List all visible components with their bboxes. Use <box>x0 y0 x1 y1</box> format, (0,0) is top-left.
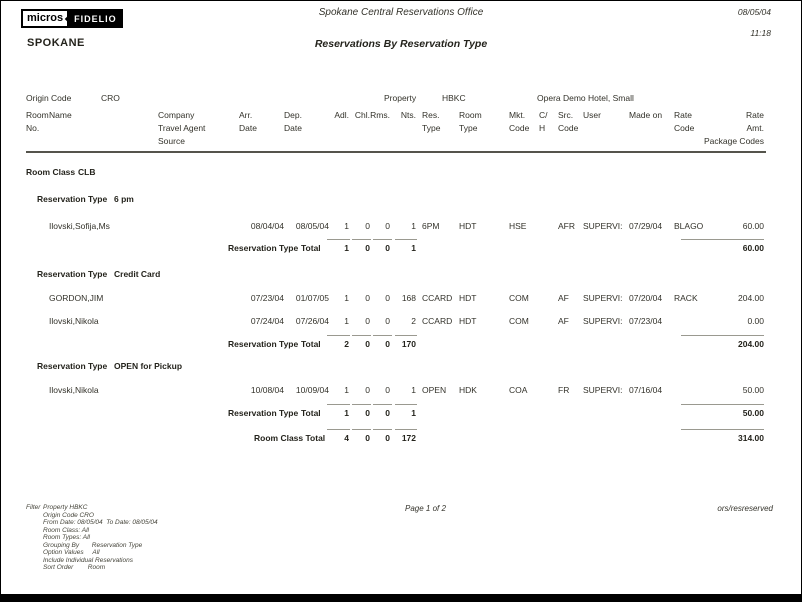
col-room: Room <box>26 110 49 120</box>
col-user: User <box>583 110 601 120</box>
rate-amt: 204.00 <box>738 293 764 303</box>
col-made-on: Made on <box>629 110 663 120</box>
rms: 0 <box>385 293 390 303</box>
chl: 0 <box>365 316 370 326</box>
arr-date: 07/24/04 <box>250 316 284 326</box>
guest-name: Ilovski,Nikola <box>49 385 99 395</box>
dep-date: 08/05/04 <box>295 221 329 231</box>
report-id: ors/resreserved <box>717 504 773 513</box>
rate-code: RACK <box>674 293 698 303</box>
res-type: 6PM <box>422 221 440 231</box>
total-label: Reservation Type <box>228 339 299 349</box>
made-on: 07/29/04 <box>629 221 663 231</box>
dep-date: 07/26/04 <box>295 316 329 326</box>
total-rms: 0 <box>385 433 390 443</box>
section-label: Reservation Type <box>37 269 108 279</box>
total-label: Reservation Type <box>228 408 299 418</box>
room-class-value: CLB <box>78 167 96 177</box>
made-on: 07/23/04 <box>629 316 663 326</box>
total-adl: 1 <box>344 408 349 418</box>
made-on: 07/20/04 <box>629 293 663 303</box>
total-amt: 60.00 <box>742 243 764 253</box>
total-adl: 2 <box>344 339 349 349</box>
section-value: OPEN for Pickup <box>114 361 183 371</box>
guest-name: Ilovski,Nikola <box>49 316 99 326</box>
adl: 1 <box>344 385 349 395</box>
header-rule <box>26 151 766 153</box>
chl: 0 <box>365 221 370 231</box>
adl: 1 <box>344 293 349 303</box>
mkt-code: COA <box>509 385 528 395</box>
col-name: Name <box>49 110 72 120</box>
src-code: AF <box>558 316 569 326</box>
col-room-type: Room <box>459 110 482 120</box>
room-type: HDT <box>459 293 477 303</box>
nts: 2 <box>411 316 416 326</box>
property-label: Property <box>384 93 417 103</box>
src-code: FR <box>558 385 570 395</box>
room-class-label: Room Class <box>26 167 76 177</box>
col-rate-amt-2: Amt. <box>746 123 764 133</box>
col-src: Src. <box>558 110 574 120</box>
src-code: AF <box>558 293 569 303</box>
user: SUPERVI: <box>583 385 623 395</box>
chl: 0 <box>365 385 370 395</box>
user: SUPERVI: <box>583 316 623 326</box>
filter-line: Grouping By Reservation Type <box>43 542 143 549</box>
nts: 1 <box>411 221 416 231</box>
rms: 0 <box>385 316 390 326</box>
total-amt: 314.00 <box>738 433 764 443</box>
property-name: Opera Demo Hotel, Small <box>537 93 634 103</box>
col-arr: Arr. <box>239 110 253 120</box>
total-nts: 1 <box>411 243 416 253</box>
total-nts: 172 <box>401 433 416 443</box>
col-res-type-2: Type <box>422 123 441 133</box>
res-type: OPEN <box>422 385 447 395</box>
res-type: CCARD <box>422 316 453 326</box>
filter-label: Filter <box>26 504 41 511</box>
total-word: Total <box>301 408 321 418</box>
total-amt: 204.00 <box>738 339 764 349</box>
cro-name: SPOKANE <box>27 37 85 49</box>
section-label: Reservation Type <box>37 194 108 204</box>
dep-date: 01/07/05 <box>295 293 329 303</box>
origin-code-value: CRO <box>101 93 120 103</box>
arr-date: 08/04/04 <box>250 221 284 231</box>
col-room-type-2: Type <box>459 123 478 133</box>
total-nts: 1 <box>411 408 416 418</box>
col-res-type: Res. <box>422 110 440 120</box>
total-rms: 0 <box>385 408 390 418</box>
col-dep: Dep. <box>284 110 302 120</box>
total-adl: 1 <box>344 243 349 253</box>
filter-line: Property HBKC <box>43 504 88 511</box>
res-type: CCARD <box>422 293 453 303</box>
property-code: HBKC <box>442 93 466 103</box>
rate-amt: 50.00 <box>742 385 764 395</box>
col-adl: Adl. <box>334 110 349 120</box>
room-type: HDK <box>459 385 477 395</box>
total-label: Reservation Type <box>228 243 299 253</box>
col-src-code: Code <box>558 123 579 133</box>
total-rms: 0 <box>385 243 390 253</box>
nts: 1 <box>411 385 416 395</box>
page-number: Page 1 of 2 <box>405 504 446 513</box>
col-nts: Nts. <box>400 110 416 120</box>
user: SUPERVI: <box>583 221 623 231</box>
col-rate-code: Code <box>674 123 695 133</box>
total-rms: 0 <box>385 339 390 349</box>
col-mkt: Mkt. <box>509 110 526 120</box>
src-code: AFR <box>558 221 575 231</box>
col-mkt-code: Code <box>509 123 530 133</box>
total-chl: 0 <box>365 433 370 443</box>
adl: 1 <box>344 316 349 326</box>
origin-code-label: Origin Code <box>26 93 72 103</box>
report-time: 11:18 <box>750 28 771 38</box>
section-value: Credit Card <box>114 269 161 279</box>
filter-line: Origin Code CRO <box>43 512 94 519</box>
mkt-code: HSE <box>509 221 527 231</box>
filter-line: Option Values All <box>43 549 100 556</box>
total-chl: 0 <box>365 243 370 253</box>
col-rms: Rms. <box>370 110 390 120</box>
total-adl: 4 <box>344 433 349 443</box>
total-chl: 0 <box>365 408 370 418</box>
total-word: Total <box>301 339 321 349</box>
col-ch: C/ <box>539 110 548 120</box>
guest-name: Ilovski,Sofija,Ms <box>49 221 110 231</box>
filter-line: Room Types: All <box>43 534 90 541</box>
col-company: Company <box>158 110 195 120</box>
nts: 168 <box>401 293 416 303</box>
rate-amt: 60.00 <box>742 221 764 231</box>
filter-line: From Date: 08/05/04 To Date: 08/05/04 <box>43 519 158 526</box>
filter-line: Room Class: All <box>43 527 89 534</box>
office-name: Spokane Central Reservations Office <box>318 7 484 18</box>
section-label: Reservation Type <box>37 361 108 371</box>
section-value: 6 pm <box>114 194 134 204</box>
total-word: Total <box>301 243 321 253</box>
made-on: 07/16/04 <box>629 385 663 395</box>
window-bottom-bar <box>1 594 801 601</box>
logo-micros-text: micros <box>21 9 69 28</box>
col-rate-amt: Rate <box>746 110 764 120</box>
adl: 1 <box>344 221 349 231</box>
total-amt: 50.00 <box>742 408 764 418</box>
col-dep-date: Date <box>284 123 302 133</box>
chl: 0 <box>365 293 370 303</box>
filter-line: Include Individual Reservations <box>43 557 133 564</box>
col-travel-agent: Travel Agent <box>158 123 206 133</box>
dep-date: 10/09/04 <box>295 385 329 395</box>
arr-date: 07/23/04 <box>250 293 284 303</box>
mkt-code: COM <box>509 316 529 326</box>
arr-date: 10/08/04 <box>250 385 284 395</box>
report-date: 08/05/04 <box>737 7 771 17</box>
total-chl: 0 <box>365 339 370 349</box>
col-arr-date: Date <box>239 123 257 133</box>
rate-code: BLAGO <box>674 221 704 231</box>
col-rate: Rate <box>674 110 692 120</box>
page-title: Reservations By Reservation Type <box>314 38 488 50</box>
col-chl: Chl. <box>354 110 370 120</box>
rms: 0 <box>385 385 390 395</box>
room-type: HDT <box>459 316 477 326</box>
user: SUPERVI: <box>583 293 623 303</box>
guest-name: GORDON,JIM <box>49 293 104 303</box>
rate-amt: 0.00 <box>747 316 764 326</box>
col-room-2: No. <box>26 123 40 133</box>
rms: 0 <box>385 221 390 231</box>
filter-line: Sort Order Room <box>43 564 106 571</box>
room-type: HDT <box>459 221 477 231</box>
col-source: Source <box>158 136 185 146</box>
mkt-code: COM <box>509 293 529 303</box>
room-class-total-label: Room Class Total <box>254 433 326 443</box>
col-package-codes: Package Codes <box>703 136 764 146</box>
total-nts: 170 <box>401 339 416 349</box>
logo-fidelio-text: FIDELIO <box>68 9 123 28</box>
col-ch-2: H <box>539 123 546 133</box>
